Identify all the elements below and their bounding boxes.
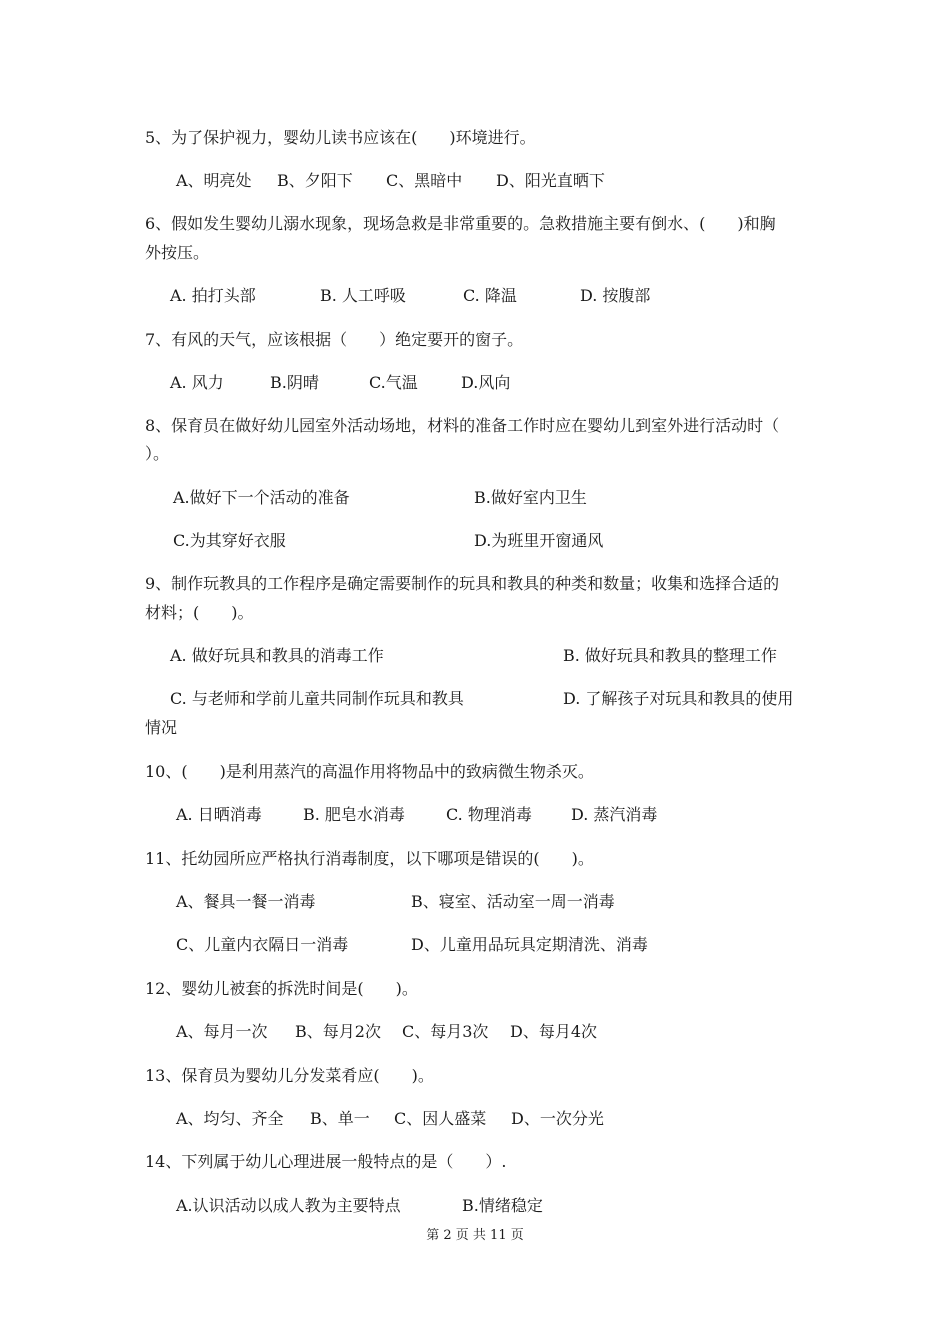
option-10d: D. 蒸汽消毒 bbox=[571, 805, 658, 824]
option-8d: D.为班里开窗通风 bbox=[474, 531, 604, 550]
question-7: 7、有风的天气，应该根据（ ）绝定要开的窗子。 bbox=[145, 330, 524, 349]
option-10b: B. 肥皂水消毒 bbox=[303, 805, 405, 824]
option-5d: D、阳光直晒下 bbox=[496, 171, 605, 190]
question-12: 12、婴幼儿被套的拆洗时间是( )。 bbox=[145, 979, 418, 998]
page-number: 第 2 页 共 11 页 bbox=[426, 1228, 524, 1243]
option-8c: C.为其穿好衣服 bbox=[173, 531, 286, 550]
option-6d: D. 按腹部 bbox=[580, 286, 651, 305]
option-7d: D.风向 bbox=[461, 373, 511, 392]
option-7a: A. 风力 bbox=[170, 373, 224, 392]
question-6: 6、假如发生婴幼儿溺水现象，现场急救是非常重要的。急救措施主要有倒水、( )和胸 bbox=[145, 214, 776, 233]
question-8-cont: ）。 bbox=[145, 444, 170, 463]
question-10: 10、( )是利用蒸汽的高温作用将物品中的致病微生物杀灭。 bbox=[145, 762, 594, 781]
option-5a: A、明亮处 bbox=[176, 171, 252, 190]
option-6c: C. 降温 bbox=[463, 286, 517, 305]
question-5: 5、为了保护视力，婴幼儿读书应该在( )环境进行。 bbox=[145, 128, 536, 147]
option-13c: C、因人盛菜 bbox=[394, 1109, 487, 1128]
option-8b: B.做好室内卫生 bbox=[474, 488, 587, 507]
option-12b: B、每月2次 bbox=[295, 1022, 381, 1041]
option-11b: B、寝室、活动室一周一消毒 bbox=[411, 892, 615, 911]
option-9a: A. 做好玩具和教具的消毒工作 bbox=[170, 646, 384, 665]
option-9d: D. 了解孩子对玩具和教具的使用 bbox=[563, 689, 794, 708]
option-9d-cont: 情况 bbox=[145, 718, 178, 737]
option-11d: D、儿童用品玩具定期清洗、消毒 bbox=[411, 935, 648, 954]
option-9b: B. 做好玩具和教具的整理工作 bbox=[563, 646, 777, 665]
question-13: 13、保育员为婴幼儿分发菜肴应( )。 bbox=[145, 1066, 434, 1085]
option-13b: B、单一 bbox=[310, 1109, 370, 1128]
question-6-cont: 外按压。 bbox=[145, 243, 210, 262]
question-9: 9、制作玩教具的工作程序是确定需要制作的玩具和教具的种类和数量；收集和选择合适的 bbox=[145, 574, 780, 593]
option-6a: A. 拍打头部 bbox=[170, 286, 256, 305]
option-8a: A.做好下一个活动的准备 bbox=[173, 488, 350, 507]
option-11a: A、餐具一餐一消毒 bbox=[176, 892, 316, 911]
option-5b: B、夕阳下 bbox=[277, 171, 353, 190]
question-11: 11、托幼园所应严格执行消毒制度，以下哪项是错误的( )。 bbox=[145, 849, 594, 868]
option-13d: D、一次分光 bbox=[511, 1109, 604, 1128]
question-8: 8、保育员在做好幼儿园室外活动场地，材料的准备工作时应在婴幼儿到室外进行活动时（ bbox=[145, 416, 780, 435]
option-9c: C. 与老师和学前儿童共同制作玩具和教具 bbox=[170, 689, 464, 708]
option-12d: D、每月4次 bbox=[510, 1022, 598, 1041]
option-5c: C、黑暗中 bbox=[386, 171, 463, 190]
option-10a: A. 日晒消毒 bbox=[176, 805, 262, 824]
option-13a: A、均匀、齐全 bbox=[176, 1109, 284, 1128]
option-12a: A、每月一次 bbox=[176, 1022, 268, 1041]
question-14: 14、下列属于幼儿心理进展一般特点的是（ ）. bbox=[145, 1152, 507, 1171]
option-10c: C. 物理消毒 bbox=[446, 805, 532, 824]
option-14a: A.认识活动以成人教为主要特点 bbox=[176, 1196, 401, 1215]
option-7b: B.阴晴 bbox=[270, 373, 319, 392]
option-6b: B. 人工呼吸 bbox=[320, 286, 406, 305]
option-12c: C、每月3次 bbox=[402, 1022, 489, 1041]
option-7c: C.气温 bbox=[369, 373, 418, 392]
option-11c: C、儿童内衣隔日一消毒 bbox=[176, 935, 349, 954]
option-14b: B.情绪稳定 bbox=[462, 1196, 543, 1215]
question-9-cont: 材料；( )。 bbox=[145, 603, 254, 622]
